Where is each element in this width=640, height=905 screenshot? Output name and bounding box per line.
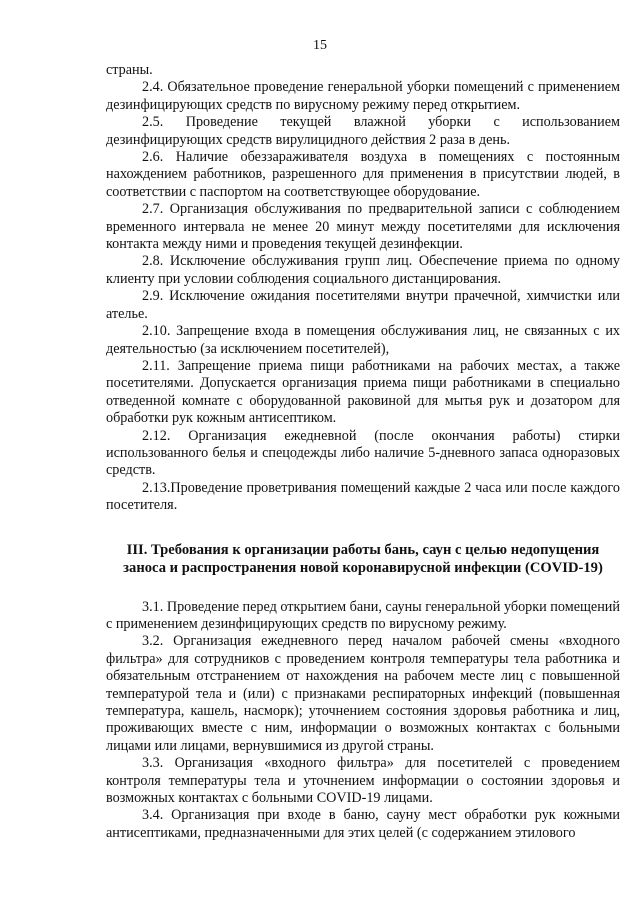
list-item-3-4: 3.4. Организация при входе в баню, сауну мест обработки рук кожными антисептиками, предназначенными для этих целей (с содержанием этилового [106,807,620,841]
list-item-2-12: 2.12. Организация ежедневной (после окончания работы) стирки использованного белья и спецодежды либо наличие 5-дневного запаса одноразовых средств. [106,427,620,479]
section-heading: III. Требования к организации работы бань, саун с целью недопущения заноса и распространения новой коронавирусной инфекции (COVID-19) [123,541,603,576]
list-item-2-9: 2.9. Исключение ожидания посетителями внутри прачечной, химчистки или ателье. [106,288,620,322]
list-item-3-1: 3.1. Проведение перед открытием бани, сауны генеральной уборки помещений с применением дезинфицирующих средств по вирусному режиму. [106,598,620,632]
list-item-2-13: 2.13.Проведение проветривания помещений каждые 2 часа или после каждого посетителя. [106,479,620,514]
list-item-2-8: 2.8. Исключение обслуживания групп лиц. Обеспечение приема по одному клиенту при условии соблюдения социального дистанцирования. [106,253,620,287]
continuation-text: страны. [106,62,153,78]
list-item-2-5: 2.5. Проведение текущей влажной уборки с использованием дезинфицирующих средств вирулицидного действия 2 раза в день. [106,114,620,148]
document-body [106,62,620,842]
list-item-3-3: 3.3. Организация «входного фильтра» для посетителей с проведением контроля температуры тела и уточнением информации о состоянии здоровья и возможных контактах с больными COVID-19 лицами. [106,755,620,807]
page-number: 15 [313,38,327,53]
list-item-2-6: 2.6. Наличие обеззараживателя воздуха в помещениях с постоянным нахождением работников, разрешенного для применения в присутствии людей, в соответствии с паспортом на соответствующее оборудование. [106,149,620,200]
list-item-2-11: 2.11. Запрещение приема пищи работниками на рабочих местах, а также посетителями. Допускается организация приема пищи работниками в специально отведенной комнате с оборудованной раковиной для мытья рук и дозатором для обработки рук кожным антисептиком. [106,357,620,427]
list-item-2-4: 2.4. Обязательное проведение генеральной уборки помещений с применением дезинфицирующих средств по вирусному режиму перед открытием. [106,79,620,113]
list-item-2-7: 2.7. Организация обслуживания по предварительной записи с соблюдением временного интервала не менее 20 минут между посетителями для исключения контакта между ними и проведения текущей дезинфекции. [106,201,620,253]
list-item-2-10: 2.10. Запрещение входа в помещения обслуживания лиц, не связанных с их деятельностью (за исключением посетителей), [106,323,620,357]
list-item-3-2: 3.2. Организация ежедневного перед началом рабочей смены «входного фильтра» для сотрудников с проведением контроля температуры тела работника и обязательным отстранением от нахождения на рабочем месте лиц с повышенной температурой тела и (или) с признаками респираторных инфекций (повышенная температура, кашель, насморк); уточнением состояния здоровья работника и лиц, проживающих вместе с ним, информации о возможных контактах с больными лицами или лицами, вернувшимися из другой страны. [106,633,620,754]
